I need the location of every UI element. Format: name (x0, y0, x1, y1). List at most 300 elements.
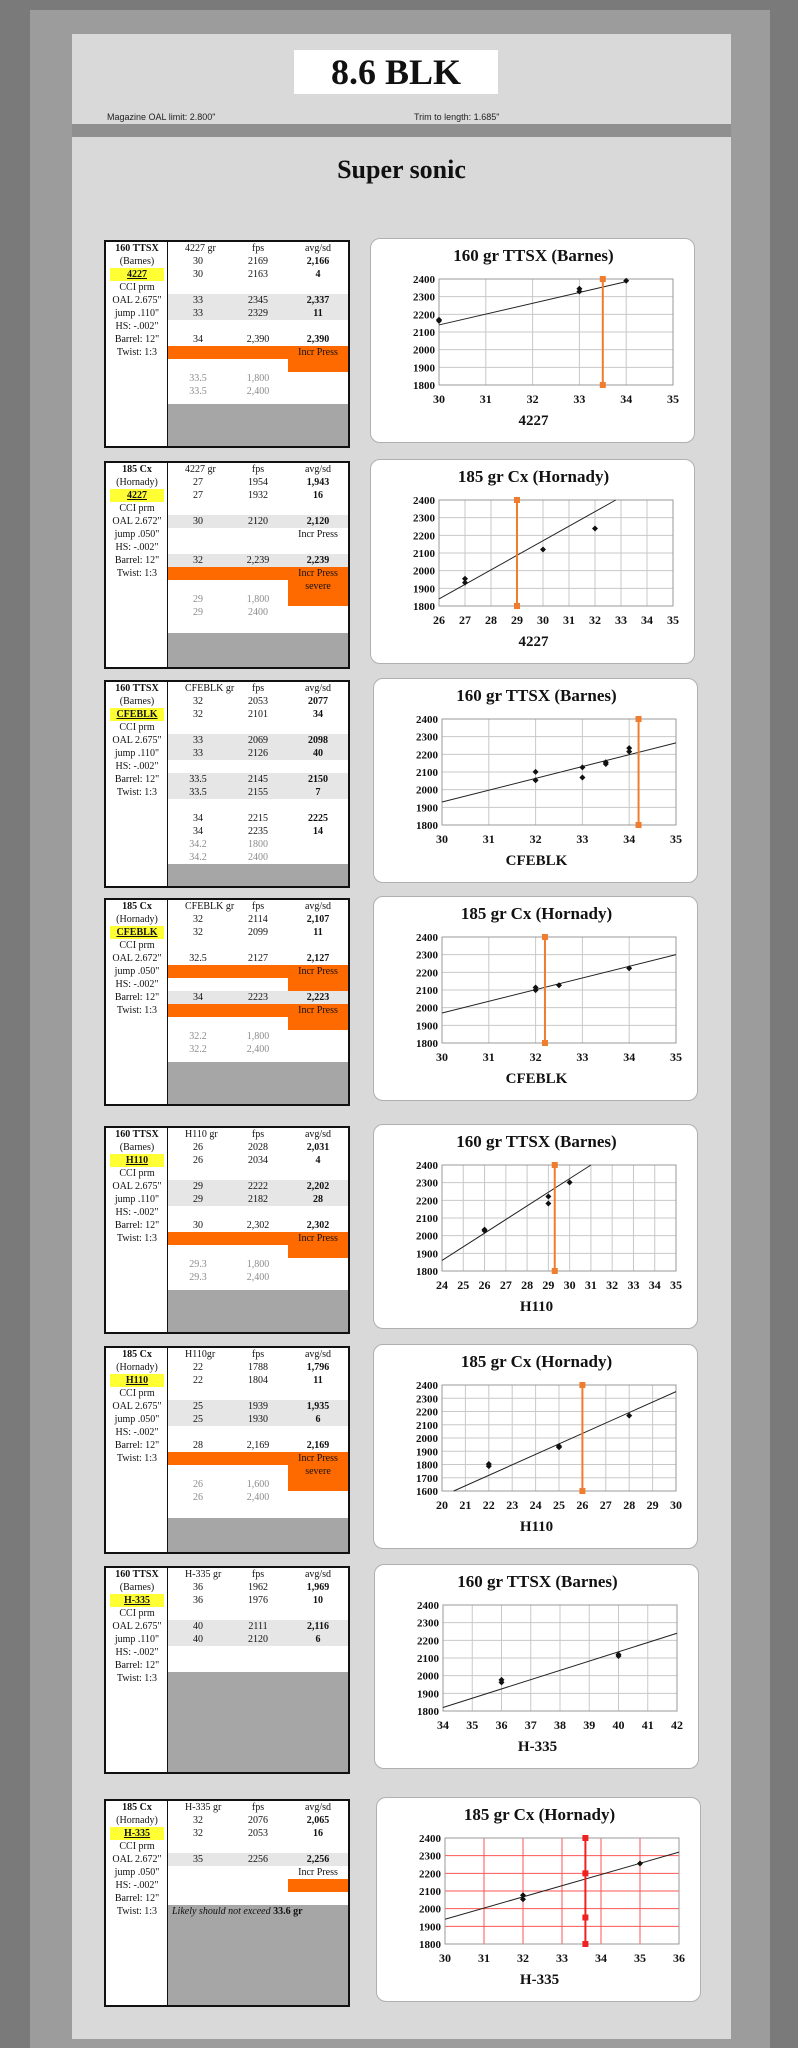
y-tick-label: 1900 (413, 362, 435, 375)
y-tick-label: 2000 (416, 1002, 438, 1015)
x-tick-label: 23 (506, 1498, 519, 1512)
table-row (106, 1141, 348, 1154)
limit-marker-point (514, 603, 520, 609)
charge-cell: 27 (193, 490, 203, 501)
limit-marker-point (636, 716, 642, 722)
data-point (545, 1193, 551, 1199)
x-tick-label: 34 (641, 613, 653, 627)
jump: jump .050" (114, 529, 160, 540)
fps-cell: 2114 (248, 914, 268, 925)
avgsd-cell: 11 (313, 1375, 323, 1386)
twist-rate: Twist: 1:3 (116, 347, 158, 358)
charge-cell: 22 (193, 1362, 203, 1373)
charge-cell: 22 (193, 1375, 203, 1386)
bullet-name: 160 TTSX (115, 243, 159, 254)
fps-cell: 2120 (248, 1634, 268, 1645)
limit-marker-point (600, 382, 606, 388)
x-tick-label: 20 (436, 1498, 448, 1512)
velocity-chart (370, 238, 695, 443)
table-row (106, 838, 348, 851)
fps-col-header: fps (251, 1349, 265, 1360)
x-tick-label: 39 (583, 1718, 596, 1732)
table-header (106, 900, 348, 913)
charge-cell: 32 (193, 1828, 203, 1839)
charge-cell: 25 (193, 1401, 203, 1412)
x-tick-label: 31 (482, 832, 495, 846)
charge-col-header: H-335 gr (185, 1802, 222, 1813)
table-row (106, 1232, 348, 1245)
fps-cell: 2155 (248, 787, 268, 798)
fps-cell: 1939 (248, 1401, 268, 1412)
x-tick-label: 33 (556, 1951, 568, 1965)
oal: OAL 2.675" (112, 1401, 162, 1412)
fps-cell: 2182 (248, 1194, 268, 1205)
table-row (106, 812, 348, 825)
charge-cell: 40 (193, 1634, 203, 1645)
charge-cell: 30 (193, 516, 203, 527)
charge-cell: 30 (193, 269, 203, 280)
y-tick-label: 1800 (416, 820, 438, 832)
y-tick-label: 2300 (417, 1617, 439, 1630)
load-table (104, 1566, 350, 1774)
limit-marker-point (582, 1915, 588, 1921)
load-table (104, 1799, 350, 2007)
fps-cell: 1804 (248, 1375, 268, 1386)
table-row (106, 1387, 348, 1400)
avgsd-cell: 2,166 (306, 256, 330, 267)
fps-cell: 2,400 (246, 1044, 270, 1055)
charge-cell: 34 (193, 992, 203, 1003)
y-tick-label: 2400 (416, 932, 438, 944)
avgsd-cell: 10 (313, 1595, 323, 1606)
limit-marker-point (582, 1835, 588, 1841)
x-axis-label: 4227 (518, 634, 549, 650)
charge-col-header: CFEBLK gr (185, 683, 235, 694)
table-row (106, 1866, 348, 1879)
y-tick-label: 2200 (416, 1406, 438, 1419)
table-row (106, 528, 348, 541)
load-table (104, 680, 350, 888)
table-row (106, 695, 348, 708)
x-axis-label: H110 (519, 1519, 554, 1535)
twist-rate: Twist: 1:3 (116, 1453, 158, 1464)
fps-cell: 2127 (248, 953, 268, 964)
x-tick-label: 38 (554, 1718, 566, 1732)
limit-marker-point (582, 1870, 588, 1876)
limit-marker-point (542, 1040, 548, 1046)
primer: CCI prm (119, 1841, 155, 1852)
x-tick-label: 33 (573, 392, 586, 406)
fps-cell: 2345 (248, 295, 268, 306)
table-row (106, 1374, 348, 1387)
headspace: HS: -.002" (115, 1880, 159, 1891)
velocity-chart (373, 1344, 698, 1549)
charge-cell: 36 (193, 1582, 203, 1593)
avgsd-cell: 16 (313, 490, 323, 501)
x-axis-label: H-335 (517, 1739, 558, 1755)
y-tick-label: 1800 (416, 1459, 438, 1472)
avgsd-cell: Incr Press (298, 568, 338, 579)
avgsd-cell: 4 (315, 269, 321, 280)
avgsd-cell: Incr Press (298, 529, 338, 540)
velocity-chart (373, 678, 698, 883)
unused-area (168, 1062, 348, 1104)
barrel-length: Barrel: 12" (114, 1220, 160, 1231)
fps-cell: 2400 (248, 607, 268, 618)
fps-cell: 2400 (248, 852, 268, 863)
avgsd-cell: 6 (315, 1414, 321, 1425)
charge-cell: 29 (193, 607, 203, 618)
barrel-length: Barrel: 12" (114, 992, 160, 1003)
avgsd-cell: severe (305, 581, 331, 592)
table-row (106, 1607, 348, 1620)
data-point (579, 764, 585, 770)
bullet-name: 160 TTSX (115, 683, 159, 694)
barrel-length: Barrel: 12" (114, 334, 160, 345)
primer: CCI prm (119, 1168, 155, 1179)
primer: CCI prm (119, 503, 155, 514)
y-tick-label: 1600 (416, 1486, 438, 1498)
charge-cell: 34.2 (189, 852, 207, 863)
avgsd-cell: 2,239 (306, 555, 330, 566)
table-row (106, 991, 348, 1004)
table-row (106, 1452, 348, 1465)
spec-row (106, 1879, 348, 1892)
fps-cell: 1,800 (246, 373, 270, 384)
charge-cell: 32 (193, 709, 203, 720)
avgsd-cell: 2,120 (306, 516, 330, 527)
section-title: Super sonic (337, 155, 466, 184)
y-tick-label: 2400 (416, 1160, 438, 1172)
powder-name: 4227 (110, 268, 164, 281)
y-tick-label: 2000 (416, 784, 438, 797)
avgsd-col-header: avg/sd (304, 1802, 332, 1813)
fps-cell: 1,800 (246, 1259, 270, 1270)
powder-name: H110 (110, 1374, 164, 1387)
y-tick-label: 2000 (416, 1230, 438, 1243)
charge-cell: 32 (193, 555, 203, 566)
fps-cell: 1976 (248, 1595, 268, 1606)
fps-col-header: fps (251, 1802, 265, 1813)
x-tick-label: 29 (646, 1498, 659, 1512)
table-row (106, 1258, 348, 1271)
chart-title: 160 gr TTSX (Barnes) (456, 1132, 617, 1151)
fps-col-header: fps (251, 901, 265, 912)
unused-area (168, 1905, 348, 2005)
barrel-length: Barrel: 12" (114, 1660, 160, 1671)
x-tick-label: 31 (563, 613, 575, 627)
table-row (106, 1043, 348, 1056)
table-row (106, 281, 348, 294)
fps-col-header: fps (251, 683, 265, 694)
charge-col-header: H110 gr (185, 1129, 218, 1140)
chart-title: 160 gr TTSX (Barnes) (456, 686, 617, 705)
x-tick-label: 35 (634, 1951, 646, 1965)
table-row (106, 307, 348, 320)
x-tick-label: 27 (499, 1278, 512, 1292)
fps-cell: 1,800 (246, 594, 270, 605)
table-header (106, 682, 348, 695)
charge-cell: 34 (193, 813, 203, 824)
fps-cell: 2126 (248, 748, 268, 759)
avgsd-col-header: avg/sd (304, 683, 332, 694)
fps-cell: 2,400 (246, 1272, 270, 1283)
y-tick-label: 2300 (416, 1393, 438, 1406)
bullet-name: 185 Cx (122, 464, 152, 475)
y-tick-label: 1800 (417, 1706, 439, 1718)
velocity-chart (373, 1124, 698, 1329)
charge-cell: 26 (193, 1492, 203, 1503)
charge-cell: 30 (193, 1220, 203, 1231)
chart-svg (377, 1798, 702, 2003)
y-tick-label: 2100 (417, 1653, 439, 1665)
charge-col-header: CFEBLK gr (185, 901, 235, 912)
primer: CCI prm (119, 1608, 155, 1619)
charge-cell: 36 (193, 1595, 203, 1606)
x-tick-label: 24 (436, 1278, 448, 1292)
y-tick-label: 2300 (413, 512, 435, 525)
load-table (104, 461, 350, 669)
charge-col-header: H110gr (185, 1349, 216, 1360)
x-tick-label: 25 (553, 1498, 565, 1512)
fps-cell: 2,302 (246, 1220, 270, 1231)
oal: OAL 2.675" (112, 1181, 162, 1192)
x-tick-label: 32 (529, 1050, 542, 1064)
spec-row (106, 1672, 348, 1685)
table-row (106, 851, 348, 864)
limit-marker-point (582, 1941, 588, 1947)
powder-name: CFEBLK (110, 708, 164, 721)
bullet-name: 185 Cx (122, 1349, 152, 1360)
table-header (106, 1128, 348, 1141)
charge-col-header: H-335 gr (185, 1569, 222, 1580)
y-tick-label: 2200 (413, 309, 435, 322)
page-title: 8.6 BLK (294, 50, 498, 94)
avgsd-cell: 14 (313, 826, 323, 837)
avgsd-cell: 2,116 (307, 1621, 329, 1632)
headspace: HS: -.002" (115, 761, 159, 772)
charge-cell: 34.2 (189, 839, 207, 850)
table-row (106, 721, 348, 734)
table-row (106, 1620, 348, 1633)
bullet-maker: (Barnes) (119, 1142, 155, 1153)
jump: jump .110" (114, 1194, 160, 1205)
table-row (106, 1633, 348, 1646)
x-tick-label: 26 (576, 1498, 589, 1512)
avgsd-cell: 11 (313, 927, 323, 938)
x-tick-label: 37 (524, 1718, 537, 1732)
avgsd-cell: 2,337 (306, 295, 330, 306)
fps-cell: 2028 (248, 1142, 268, 1153)
unused-area (168, 404, 348, 446)
table-row (106, 476, 348, 489)
oal: OAL 2.675" (112, 735, 162, 746)
headspace: HS: -.002" (115, 1207, 159, 1218)
charge-cell: 26 (193, 1142, 203, 1153)
avgsd-col-header: avg/sd (304, 243, 332, 254)
unused-area (168, 1672, 348, 1772)
x-tick-label: 33 (615, 613, 627, 627)
avgsd-cell: 6 (315, 1634, 321, 1645)
y-tick-label: 2400 (416, 714, 438, 726)
bullet-name: 160 TTSX (115, 1129, 159, 1140)
headspace: HS: -.002" (115, 1647, 159, 1658)
oal: OAL 2.675" (112, 1621, 162, 1632)
bullet-maker: (Barnes) (119, 1582, 155, 1593)
y-tick-label: 1800 (416, 1038, 438, 1050)
twist-rate: Twist: 1:3 (116, 787, 158, 798)
fps-cell: 2,390 (246, 334, 270, 345)
table-header (106, 463, 348, 476)
table-row (106, 606, 348, 619)
primer: CCI prm (119, 282, 155, 293)
fps-cell: 2120 (248, 516, 268, 527)
fps-cell: 2223 (248, 992, 268, 1003)
fps-cell: 2215 (248, 813, 268, 824)
powder-name: 4227 (110, 489, 164, 502)
y-tick-label: 2000 (419, 1903, 441, 1916)
x-tick-label: 30 (670, 1498, 682, 1512)
charge-cell: 32 (193, 696, 203, 707)
limit-marker-point (579, 1488, 585, 1494)
charge-cell: 28 (193, 1440, 203, 1451)
table-row (106, 978, 348, 991)
chart-svg (374, 897, 699, 1102)
x-tick-label: 30 (436, 1050, 448, 1064)
jump: jump .050" (114, 966, 160, 977)
y-tick-label: 2400 (413, 274, 435, 286)
fps-cell: 1800 (248, 839, 268, 850)
chart-title: 185 gr Cx (Hornady) (463, 1805, 616, 1824)
fps-cell: 2101 (248, 709, 268, 720)
charge-cell: 32.2 (189, 1044, 207, 1055)
fps-cell: 2145 (248, 774, 268, 785)
avgsd-cell: 2225 (308, 813, 328, 824)
x-tick-label: 28 (485, 613, 497, 627)
load-note (172, 1905, 303, 1918)
limit-marker-point (514, 497, 520, 503)
table-row (106, 541, 348, 554)
x-tick-label: 30 (537, 613, 549, 627)
table-row (106, 580, 348, 593)
avgsd-cell: 1,943 (306, 477, 330, 488)
y-tick-label: 2200 (416, 749, 438, 762)
avgsd-cell: 28 (313, 1194, 323, 1205)
x-tick-label: 36 (673, 1951, 685, 1965)
limit-marker-point (579, 1382, 585, 1388)
twist-rate: Twist: 1:3 (116, 1673, 158, 1684)
x-tick-label: 42 (671, 1718, 683, 1732)
charge-cell: 26 (193, 1479, 203, 1490)
table-row (106, 773, 348, 786)
avgsd-cell: 2,031 (306, 1142, 330, 1153)
table-row (106, 1853, 348, 1866)
x-axis-label: H-335 (519, 1972, 560, 1988)
charge-cell: 32.2 (189, 1031, 207, 1042)
table-row (106, 268, 348, 281)
x-tick-label: 34 (623, 832, 636, 846)
y-tick-label: 2300 (419, 1850, 441, 1863)
unused-area (168, 1518, 348, 1552)
table-row (106, 1465, 348, 1478)
x-tick-label: 24 (529, 1498, 542, 1512)
avgsd-cell: Incr Press (298, 347, 338, 358)
table-row (106, 1478, 348, 1491)
y-tick-label: 1900 (419, 1921, 441, 1934)
data-point (626, 745, 632, 751)
fps-cell: 1,600 (246, 1479, 270, 1490)
avgsd-cell: 4 (315, 1155, 321, 1166)
y-tick-label: 2200 (416, 967, 438, 980)
fps-cell: 2169 (248, 256, 268, 267)
charge-cell: 32 (193, 927, 203, 938)
table-row (106, 255, 348, 268)
x-tick-label: 32 (526, 392, 539, 406)
jump: jump .110" (114, 308, 160, 319)
charge-cell: 35 (193, 1854, 203, 1865)
barrel-length: Barrel: 12" (114, 1893, 160, 1904)
table-row (106, 1180, 348, 1193)
table-row (106, 346, 348, 359)
table-header (106, 1568, 348, 1581)
table-header (106, 1801, 348, 1814)
avgsd-cell: 16 (313, 1828, 323, 1839)
data-point (533, 769, 539, 775)
jump: jump .110" (114, 1634, 160, 1645)
load-table (104, 1346, 350, 1554)
avgsd-col-header: avg/sd (304, 464, 332, 475)
fps-cell: 1,800 (246, 1031, 270, 1042)
headspace: HS: -.002" (115, 542, 159, 553)
charge-cell: 34 (193, 826, 203, 837)
magazine-oal-limit: Magazine OAL limit: 2.800" (107, 112, 216, 122)
x-tick-label: 34 (437, 1718, 449, 1732)
x-tick-label: 35 (670, 1278, 682, 1292)
x-tick-label: 26 (433, 613, 445, 627)
limit-marker-point (600, 276, 606, 282)
table-row (106, 1439, 348, 1452)
chart-svg (374, 1345, 699, 1550)
y-tick-label: 2300 (413, 291, 435, 304)
y-tick-label: 1800 (419, 1939, 441, 1951)
charge-cell: 33.5 (189, 787, 207, 798)
charge-col-header: 4227 gr (185, 464, 216, 475)
trend-line (442, 1165, 591, 1260)
y-tick-label: 2100 (416, 767, 438, 779)
table-row (106, 952, 348, 965)
chart-svg (374, 1125, 699, 1330)
table-row (106, 747, 348, 760)
table-row (106, 1245, 348, 1258)
y-tick-label: 2200 (419, 1868, 441, 1881)
velocity-chart (374, 1564, 699, 1769)
y-tick-label: 2000 (413, 344, 435, 357)
data-point (462, 580, 468, 586)
y-tick-label: 1900 (416, 802, 438, 815)
bullet-name: 185 Cx (122, 1802, 152, 1813)
x-tick-label: 30 (439, 1951, 451, 1965)
table-row (106, 1426, 348, 1439)
avgsd-cell: severe (305, 1466, 331, 1477)
x-axis-label: 4227 (518, 413, 549, 429)
charge-cell: 33.5 (189, 386, 207, 397)
x-tick-label: 33 (627, 1278, 640, 1292)
table-row (106, 1193, 348, 1206)
table-row (106, 1154, 348, 1167)
chart-svg (374, 679, 699, 884)
table-row (106, 359, 348, 372)
unused-area (168, 864, 348, 886)
